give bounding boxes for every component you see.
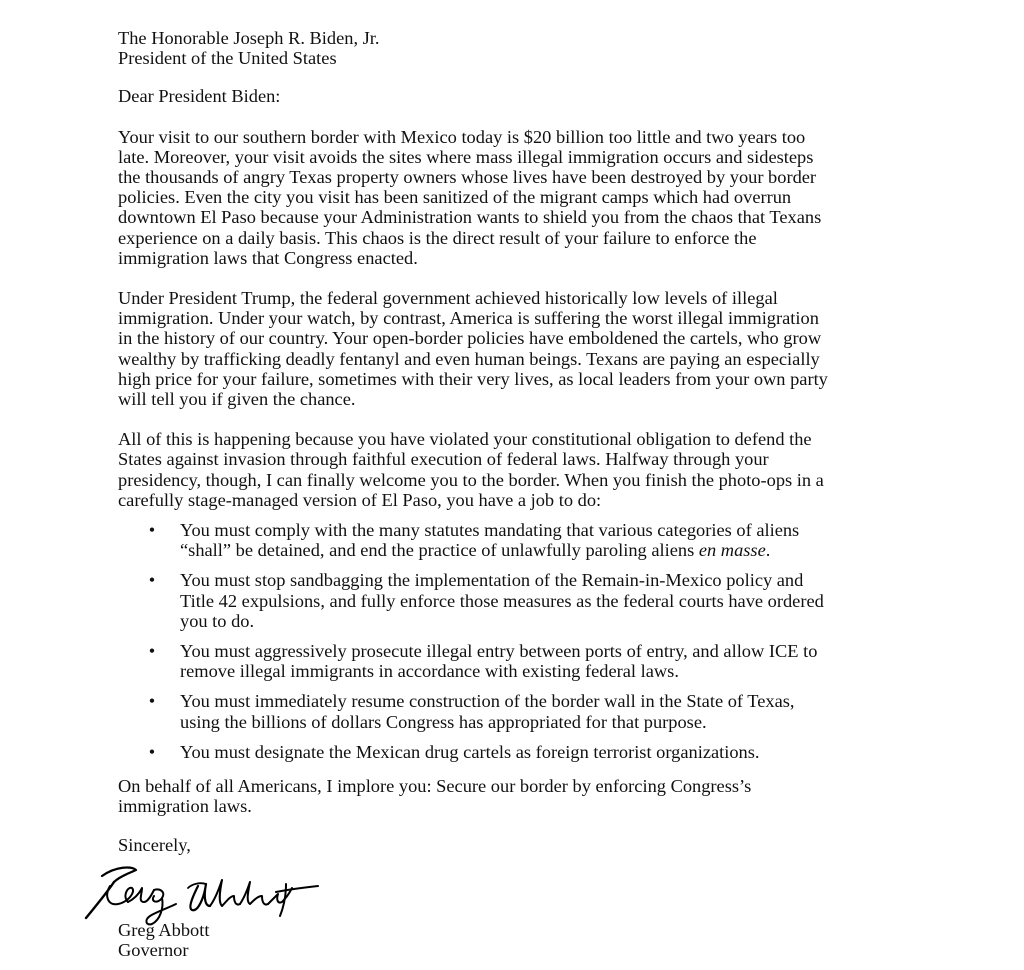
paragraph-line: downtown El Paso because your Administration wants to shield you from the chaos that Texans bbox=[118, 207, 822, 228]
demands-list bbox=[118, 520, 918, 762]
addressee bbox=[118, 28, 918, 68]
list-item bbox=[118, 641, 918, 681]
paragraph-line: high price for your failure, sometimes with their very lives, as local leaders from your own party bbox=[118, 368, 828, 389]
list-item-line: You must aggressively prosecute illegal entry between ports of entry, and allow ICE to bbox=[180, 641, 818, 662]
list-item-line: remove illegal immigrants in accordance with existing federal laws. bbox=[180, 661, 679, 682]
list-item-line: You must comply with the many statutes mandating that various categories of aliens bbox=[180, 520, 800, 541]
paragraph-line: late. Moreover, your visit avoids the sites where mass illegal immigration occurs and sidesteps bbox=[118, 146, 814, 167]
signature-block bbox=[118, 920, 209, 960]
bullet-icon: • bbox=[148, 691, 156, 712]
list-item bbox=[118, 742, 918, 762]
addressee-line-2: President of the United States bbox=[118, 48, 337, 69]
paragraph-line: On behalf of all Americans, I implore you: Secure our border by enforcing Congress’s bbox=[118, 776, 752, 797]
paragraph-3 bbox=[118, 429, 918, 510]
punctuation: . bbox=[765, 540, 771, 561]
list-item-line: Title 42 expulsions, and fully enforce those measures as the federal courts have ordered bbox=[180, 590, 824, 611]
paragraph-line: States against invasion through faithful execution of federal laws. Halfway through your bbox=[118, 449, 769, 470]
paragraph-line: wealthy by trafficking deadly fentanyl and even human beings. Texans are paying an especially bbox=[118, 348, 820, 369]
list-item-text: “shall” be detained, and end the practice of unlawfully paroling aliens bbox=[180, 540, 699, 561]
paragraph-line: carefully stage-managed version of El Paso, you have a job to do: bbox=[118, 489, 602, 510]
letter-body bbox=[118, 28, 918, 855]
list-item bbox=[118, 691, 918, 731]
list-item bbox=[118, 520, 918, 560]
list-item-line: using the billions of dollars Congress has appropriated for that purpose. bbox=[180, 711, 707, 732]
emphasis-text: en masse bbox=[698, 540, 766, 561]
list-item-line: You must immediately resume construction of the border wall in the State of Texas, bbox=[180, 691, 795, 712]
paragraph-2 bbox=[118, 288, 918, 409]
salutation: Dear President Biden: bbox=[118, 86, 281, 107]
list-item bbox=[118, 570, 918, 631]
signer-name: Greg Abbott bbox=[118, 920, 210, 940]
addressee-line-1: The Honorable Joseph R. Biden, Jr. bbox=[118, 28, 380, 48]
paragraph-line: policies. Even the city you visit has been sanitized of the migrant camps which had overrun bbox=[118, 187, 792, 208]
paragraph-line: Your visit to our southern border with Mexico today is $20 billion too little and two years too bbox=[118, 126, 806, 147]
list-item-line: you to do. bbox=[180, 610, 255, 631]
bullet-icon: • bbox=[148, 520, 156, 541]
paragraph-line: immigration laws. bbox=[118, 796, 252, 817]
list-item-line: You must stop sandbagging the implementation of the Remain-in-Mexico policy and bbox=[180, 570, 804, 591]
paragraph-line: All of this is happening because you have violated your constitutional obligation to defend the bbox=[118, 429, 812, 450]
paragraph-line: experience on a daily basis. This chaos is the direct result of your failure to enforce the bbox=[118, 227, 757, 248]
paragraph-line: presidency, though, I can finally welcome you to the border. When you finish the photo-ops in a bbox=[118, 469, 824, 490]
bullet-icon: • bbox=[148, 741, 156, 762]
list-item-line bbox=[180, 540, 918, 560]
paragraph-line: the thousands of angry Texas property owners whose lives have been destroyed by your border bbox=[118, 167, 817, 188]
paragraph-line: Under President Trump, the federal government achieved historically low levels of illegal bbox=[118, 288, 778, 309]
paragraph-line: immigration. Under your watch, by contrast, America is suffering the worst illegal immigration bbox=[118, 308, 819, 329]
bullet-icon: • bbox=[148, 641, 156, 662]
paragraph-line: immigration laws that Congress enacted. bbox=[118, 247, 418, 268]
paragraph-1 bbox=[118, 127, 918, 268]
list-item-line: You must designate the Mexican drug cartels as foreign terrorist organizations. bbox=[180, 741, 760, 762]
bullet-icon: • bbox=[148, 570, 156, 591]
paragraph-line: in the history of our country. Your open-border policies have emboldened the cartels, who grow bbox=[118, 328, 822, 349]
paragraph-line: will tell you if given the chance. bbox=[118, 389, 356, 410]
signer-title: Governor bbox=[118, 940, 189, 961]
closing-paragraph bbox=[118, 776, 918, 816]
valediction: Sincerely, bbox=[118, 834, 191, 855]
